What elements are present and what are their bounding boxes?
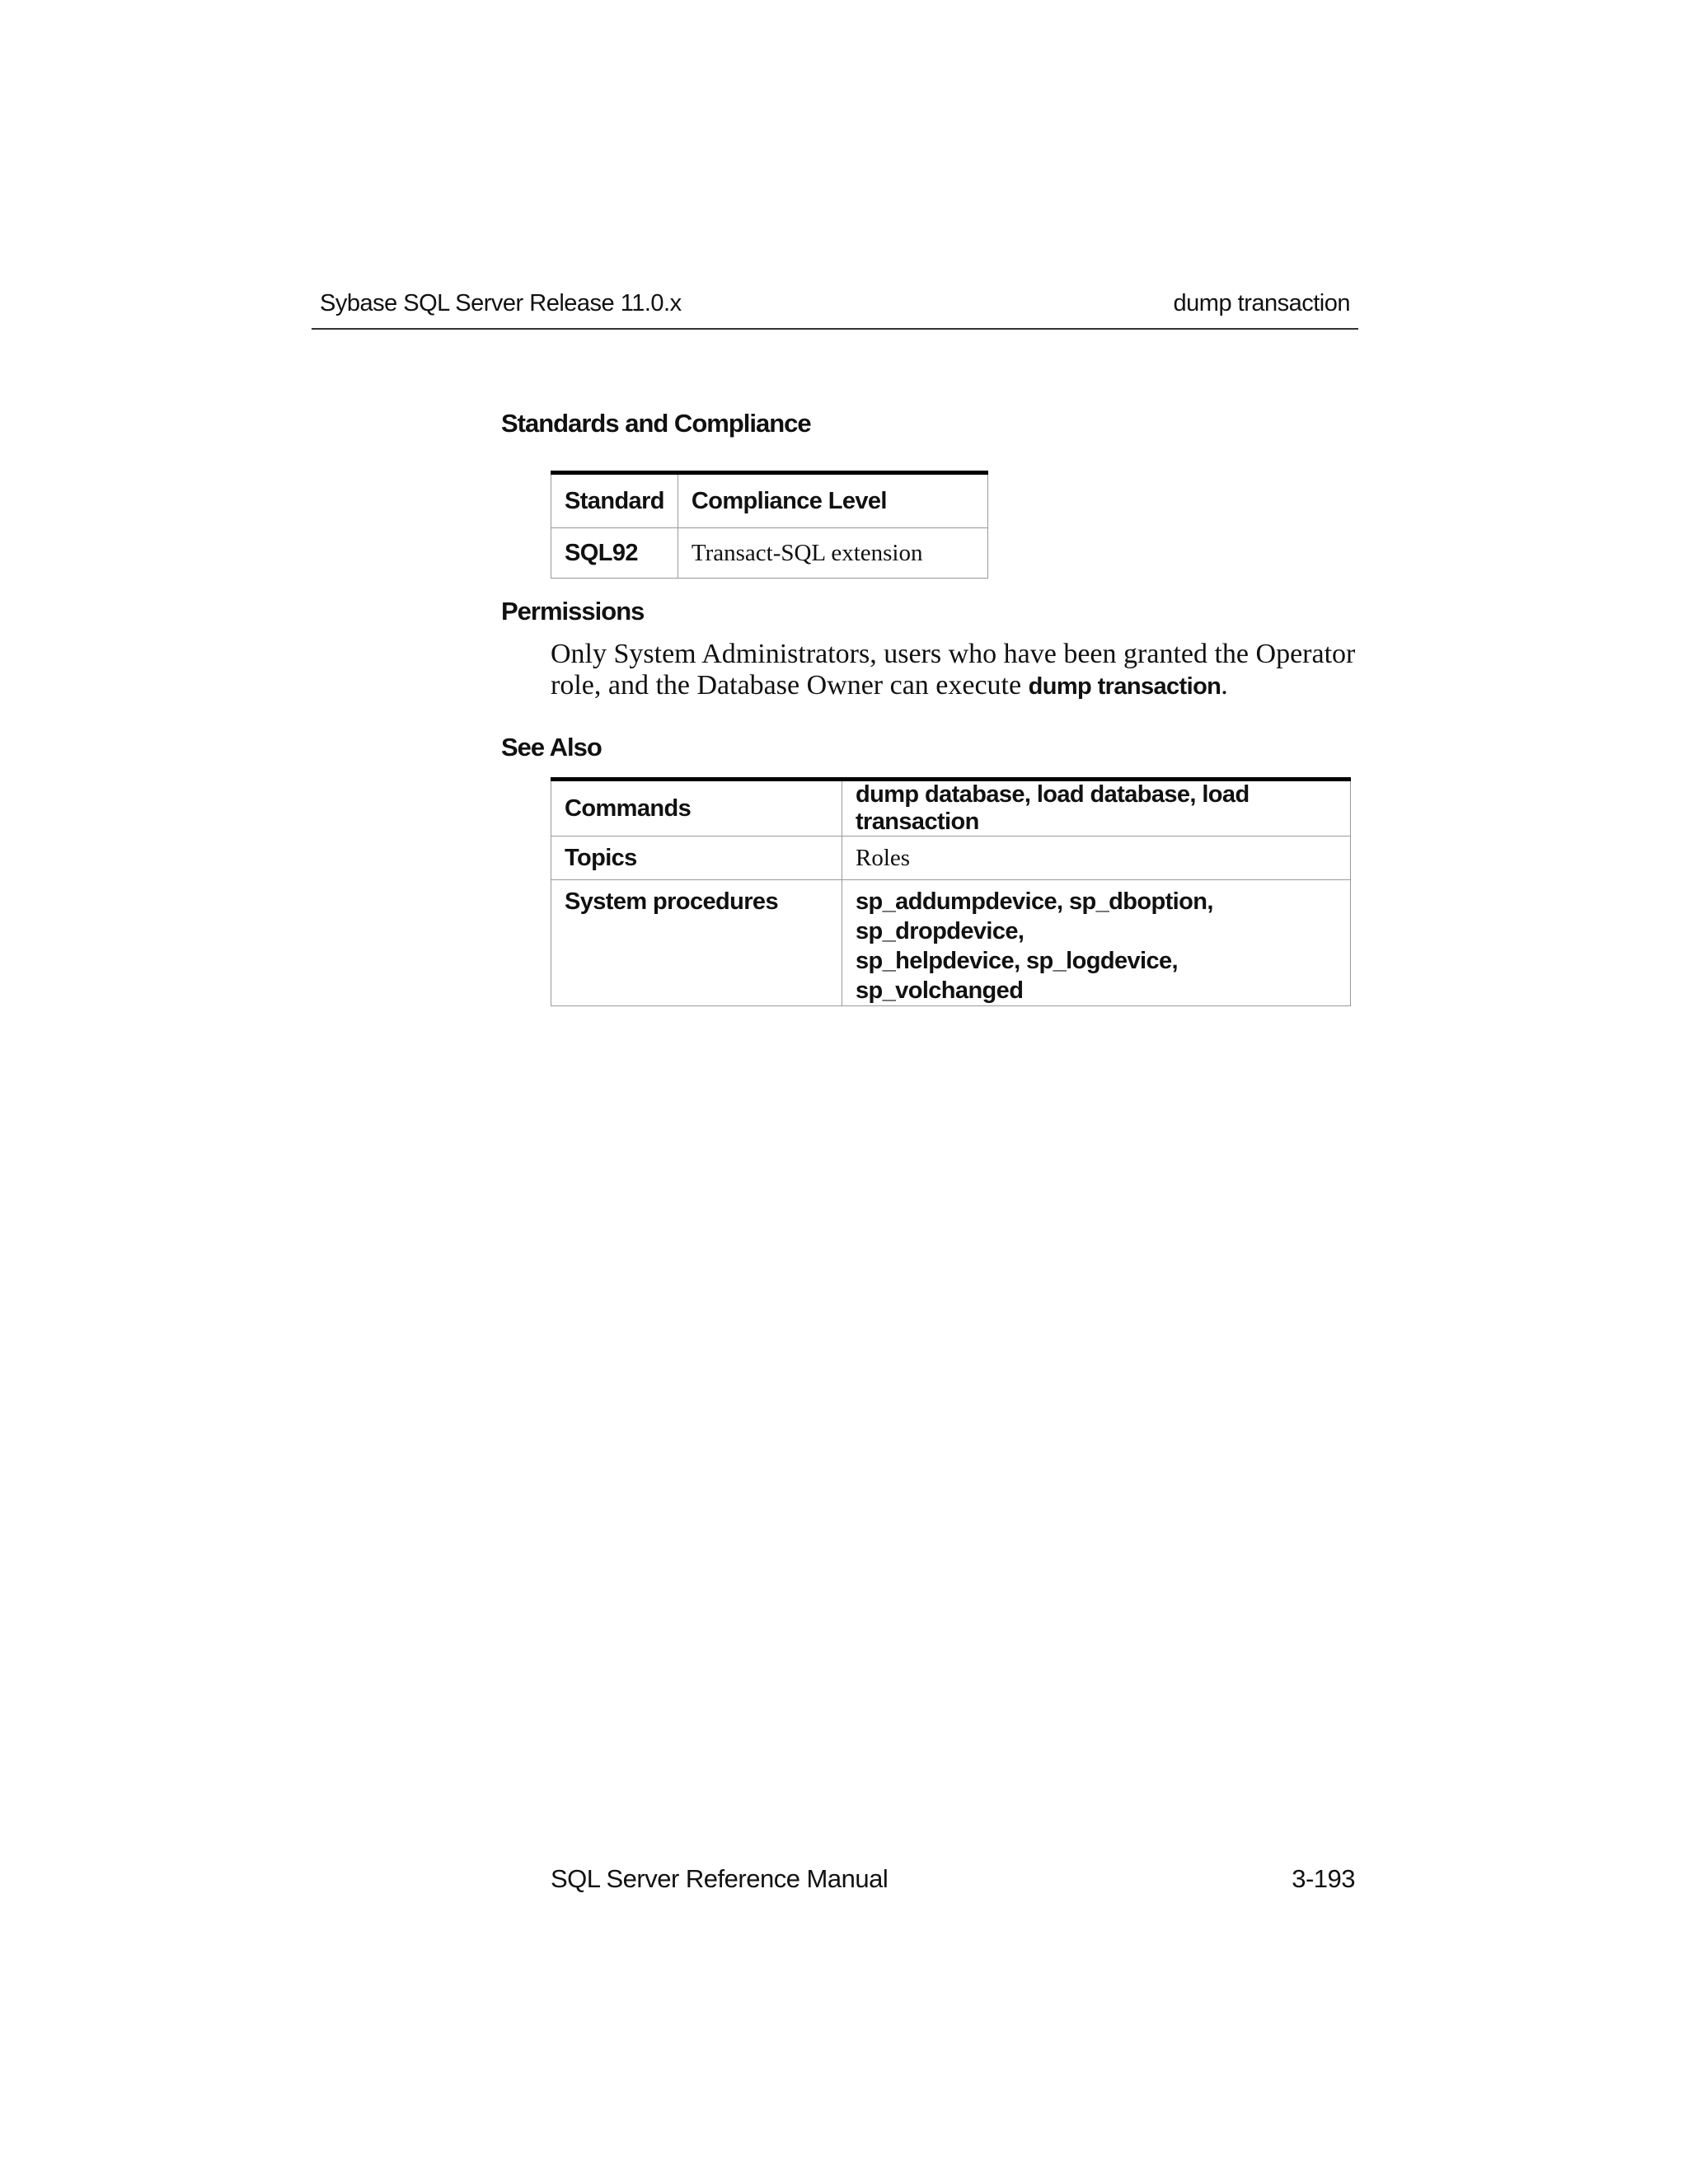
see-also-label-topics: Topics (551, 837, 842, 880)
see-also-value-topics: Roles (842, 837, 1351, 880)
running-footer (551, 1864, 1355, 1897)
table-row (551, 528, 988, 579)
permissions-text: Only System Administrators, users who have been granted the Operator role, and the Database Owner can execute (551, 639, 1356, 701)
see-also-label-commands: Commands (551, 780, 842, 837)
compliance-level-cell: Transact-SQL extension (678, 528, 987, 579)
permissions-text-end: . (1221, 670, 1228, 701)
standards-heading: Standards and Compliance (501, 409, 811, 438)
table-header-row (551, 473, 988, 528)
column-header-standard: Standard (551, 473, 678, 528)
table-row (551, 780, 1351, 837)
procedures-line-1: sp_addumpdevice, sp_dboption, sp_dropdevice, (856, 888, 1213, 944)
standard-cell: SQL92 (551, 528, 678, 579)
see-also-value-commands: dump database, load database, load transaction (842, 780, 1351, 837)
standards-table (551, 471, 988, 579)
command-name: dump transaction (1028, 673, 1221, 700)
permissions-heading: Permissions (501, 597, 645, 626)
see-also-value-system-procedures (842, 880, 1351, 1006)
see-also-heading: See Also (501, 733, 602, 762)
see-also-label-system-procedures: System procedures (551, 880, 842, 1006)
see-also-table (551, 777, 1351, 1006)
table-row (551, 837, 1351, 880)
page-number: 3-193 (1292, 1864, 1355, 1893)
procedures-line-2: sp_helpdevice, sp_logdevice, sp_volchanged (856, 948, 1178, 1004)
table-row (551, 880, 1351, 1006)
running-header (312, 288, 1358, 330)
permissions-paragraph (551, 639, 1375, 702)
header-product-title: Sybase SQL Server Release 11.0.x (320, 290, 682, 316)
footer-manual-title: SQL Server Reference Manual (551, 1864, 889, 1893)
header-section-title: dump transaction (1173, 290, 1350, 316)
column-header-compliance-level: Compliance Level (678, 473, 987, 528)
